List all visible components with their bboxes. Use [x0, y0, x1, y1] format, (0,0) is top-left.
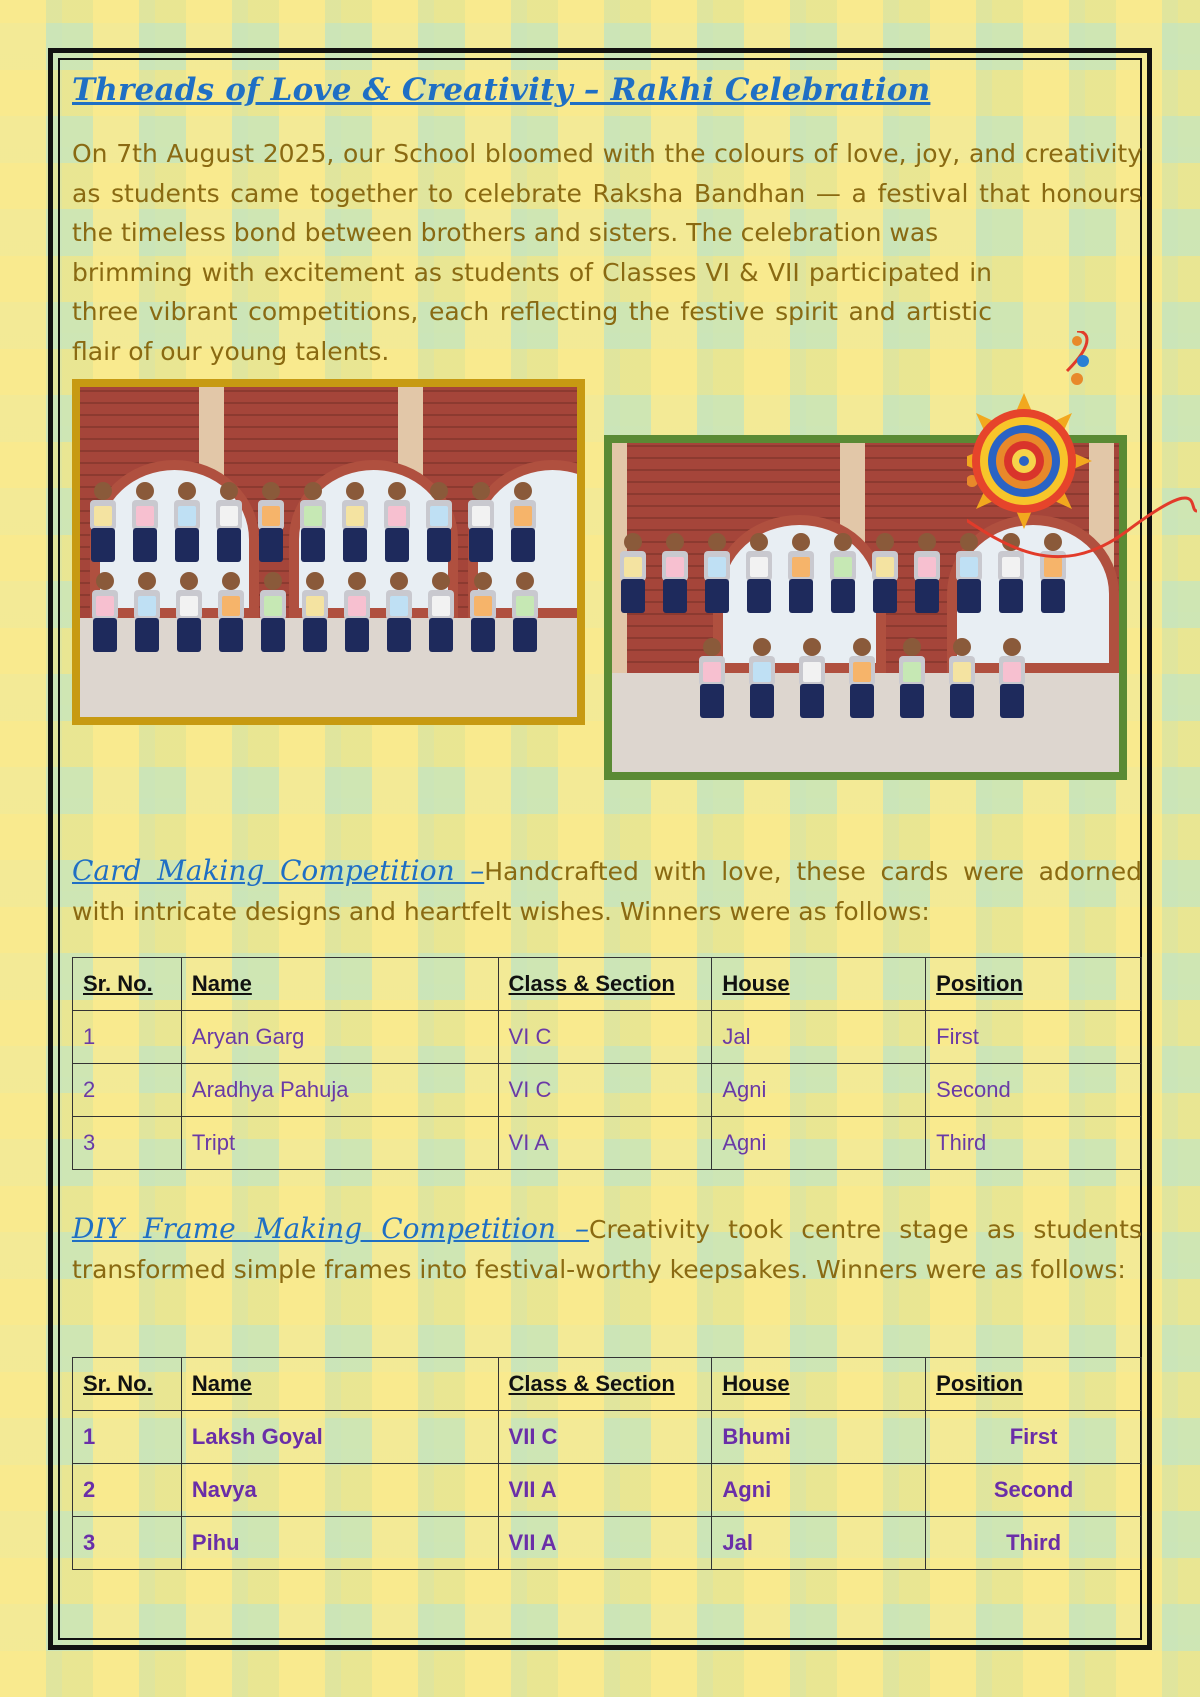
- student-figure: [618, 533, 648, 613]
- cell-class: VI C: [498, 1064, 712, 1117]
- cell-name: Tript: [181, 1117, 498, 1170]
- table-row: [73, 1011, 1142, 1064]
- student-figure: [466, 482, 496, 562]
- student-figure: [744, 533, 774, 613]
- student-figure: [468, 572, 498, 652]
- cell-class: VII A: [498, 1517, 712, 1570]
- student-figure: [214, 482, 244, 562]
- cell-name: Aryan Garg: [181, 1011, 498, 1064]
- card-making-section: [72, 851, 1142, 932]
- student-figure: [216, 572, 246, 652]
- card-making-paragraph: [72, 851, 1142, 932]
- frame-making-paragraph: [72, 1209, 1142, 1290]
- student-figure: [298, 482, 328, 562]
- student-figure: [702, 533, 732, 613]
- table-row: [73, 1064, 1142, 1117]
- frame-making-winners-table: [72, 1357, 1142, 1570]
- frame-making-title: DIY Frame Making Competition –: [72, 1212, 590, 1245]
- intro-text-b: brimming with excitement as students of Classes VI & VII participated in three vibrant competitions, each reflecting the festive spirit and artistic flair of our young talents.: [72, 257, 992, 366]
- cell-sr-no: 2: [73, 1064, 182, 1117]
- student-figure: [660, 533, 690, 613]
- student-figure: [130, 482, 160, 562]
- cell-class: VII A: [498, 1464, 712, 1517]
- cell-sr-no: 3: [73, 1517, 182, 1570]
- table-row: [73, 1411, 1142, 1464]
- header-house: House: [712, 1358, 926, 1411]
- student-figure: [510, 572, 540, 652]
- student-figure: [786, 533, 816, 613]
- header-sr-no: Sr. No.: [73, 958, 182, 1011]
- student-figure: [897, 638, 927, 718]
- student-figure: [747, 638, 777, 718]
- student-figure: [508, 482, 538, 562]
- student-figure: [697, 638, 727, 718]
- cell-class: VI C: [498, 1011, 712, 1064]
- card-making-title: Card Making Competition –: [72, 854, 485, 887]
- card-making-text: Handcrafted with love, these cards were adorned with intricate designs and heartfelt wishes. Winners were as follows:: [72, 857, 1143, 926]
- cell-position: First: [926, 1411, 1142, 1464]
- table-row: [73, 1464, 1142, 1517]
- rakhi-decoration-icon: [967, 331, 1197, 591]
- student-figure: [132, 572, 162, 652]
- student-figure: [300, 572, 330, 652]
- student-figure: [174, 572, 204, 652]
- cell-sr-no: 3: [73, 1117, 182, 1170]
- cell-position: Third: [926, 1117, 1142, 1170]
- student-figure: [847, 638, 877, 718]
- table-header-row: [73, 958, 1142, 1011]
- frame-making-text: Creativity took centre stage as students transformed simple frames into festival-worthy keepsakes. Winners were as follows:: [72, 1215, 1142, 1284]
- student-figure: [90, 572, 120, 652]
- student-figure: [424, 482, 454, 562]
- header-position: Position: [926, 1358, 1142, 1411]
- student-figure: [256, 482, 286, 562]
- header-name: Name: [181, 1358, 498, 1411]
- header-class-section: Class & Section: [498, 958, 712, 1011]
- cell-house: Agni: [712, 1464, 926, 1517]
- student-figure: [342, 572, 372, 652]
- header-sr-no: Sr. No.: [73, 1358, 182, 1411]
- cell-position: Second: [926, 1064, 1142, 1117]
- student-figure: [997, 638, 1027, 718]
- intro-text-a: On 7th August 2025, our School bloomed with the colours of love, joy, and creativity as students came together to celebrate Raksha Bandhan — a festival that honours the timeless bond between brothers and sisters. The celebration was: [72, 139, 1142, 247]
- student-figure: [258, 572, 288, 652]
- table-row: [73, 1517, 1142, 1570]
- cell-house: Jal: [712, 1011, 926, 1064]
- cell-position: Second: [926, 1464, 1142, 1517]
- student-figure: [828, 533, 858, 613]
- student-figure: [340, 482, 370, 562]
- student-figure: [797, 638, 827, 718]
- student-figure: [426, 572, 456, 652]
- student-figure: [870, 533, 900, 613]
- student-figure: [912, 533, 942, 613]
- student-figure: [384, 572, 414, 652]
- cell-class: VI A: [498, 1117, 712, 1170]
- cell-house: Agni: [712, 1117, 926, 1170]
- cell-name: Aradhya Pahuja: [181, 1064, 498, 1117]
- header-house: House: [712, 958, 926, 1011]
- student-figure: [382, 482, 412, 562]
- page-title: Threads of Love & Creativity – Rakhi Celebration: [72, 72, 931, 108]
- cell-name: Navya: [181, 1464, 498, 1517]
- table-row: [73, 1117, 1142, 1170]
- table-header-row: [73, 1358, 1142, 1411]
- cell-house: Agni: [712, 1064, 926, 1117]
- cell-name: Laksh Goyal: [181, 1411, 498, 1464]
- group-photo-girls: [72, 379, 585, 725]
- student-figure: [172, 482, 202, 562]
- card-making-winners-table: [72, 957, 1142, 1170]
- cell-position: First: [926, 1011, 1142, 1064]
- cell-sr-no: 2: [73, 1464, 182, 1517]
- student-figure: [88, 482, 118, 562]
- cell-sr-no: 1: [73, 1011, 182, 1064]
- student-figure: [947, 638, 977, 718]
- cell-house: Bhumi: [712, 1411, 926, 1464]
- cell-class: VII C: [498, 1411, 712, 1464]
- frame-making-section: [72, 1209, 1142, 1290]
- header-name: Name: [181, 958, 498, 1011]
- cell-house: Jal: [712, 1517, 926, 1570]
- header-position: Position: [926, 958, 1142, 1011]
- cell-name: Pihu: [181, 1517, 498, 1570]
- header-class-section: Class & Section: [498, 1358, 712, 1411]
- cell-position: Third: [926, 1517, 1142, 1570]
- cell-sr-no: 1: [73, 1411, 182, 1464]
